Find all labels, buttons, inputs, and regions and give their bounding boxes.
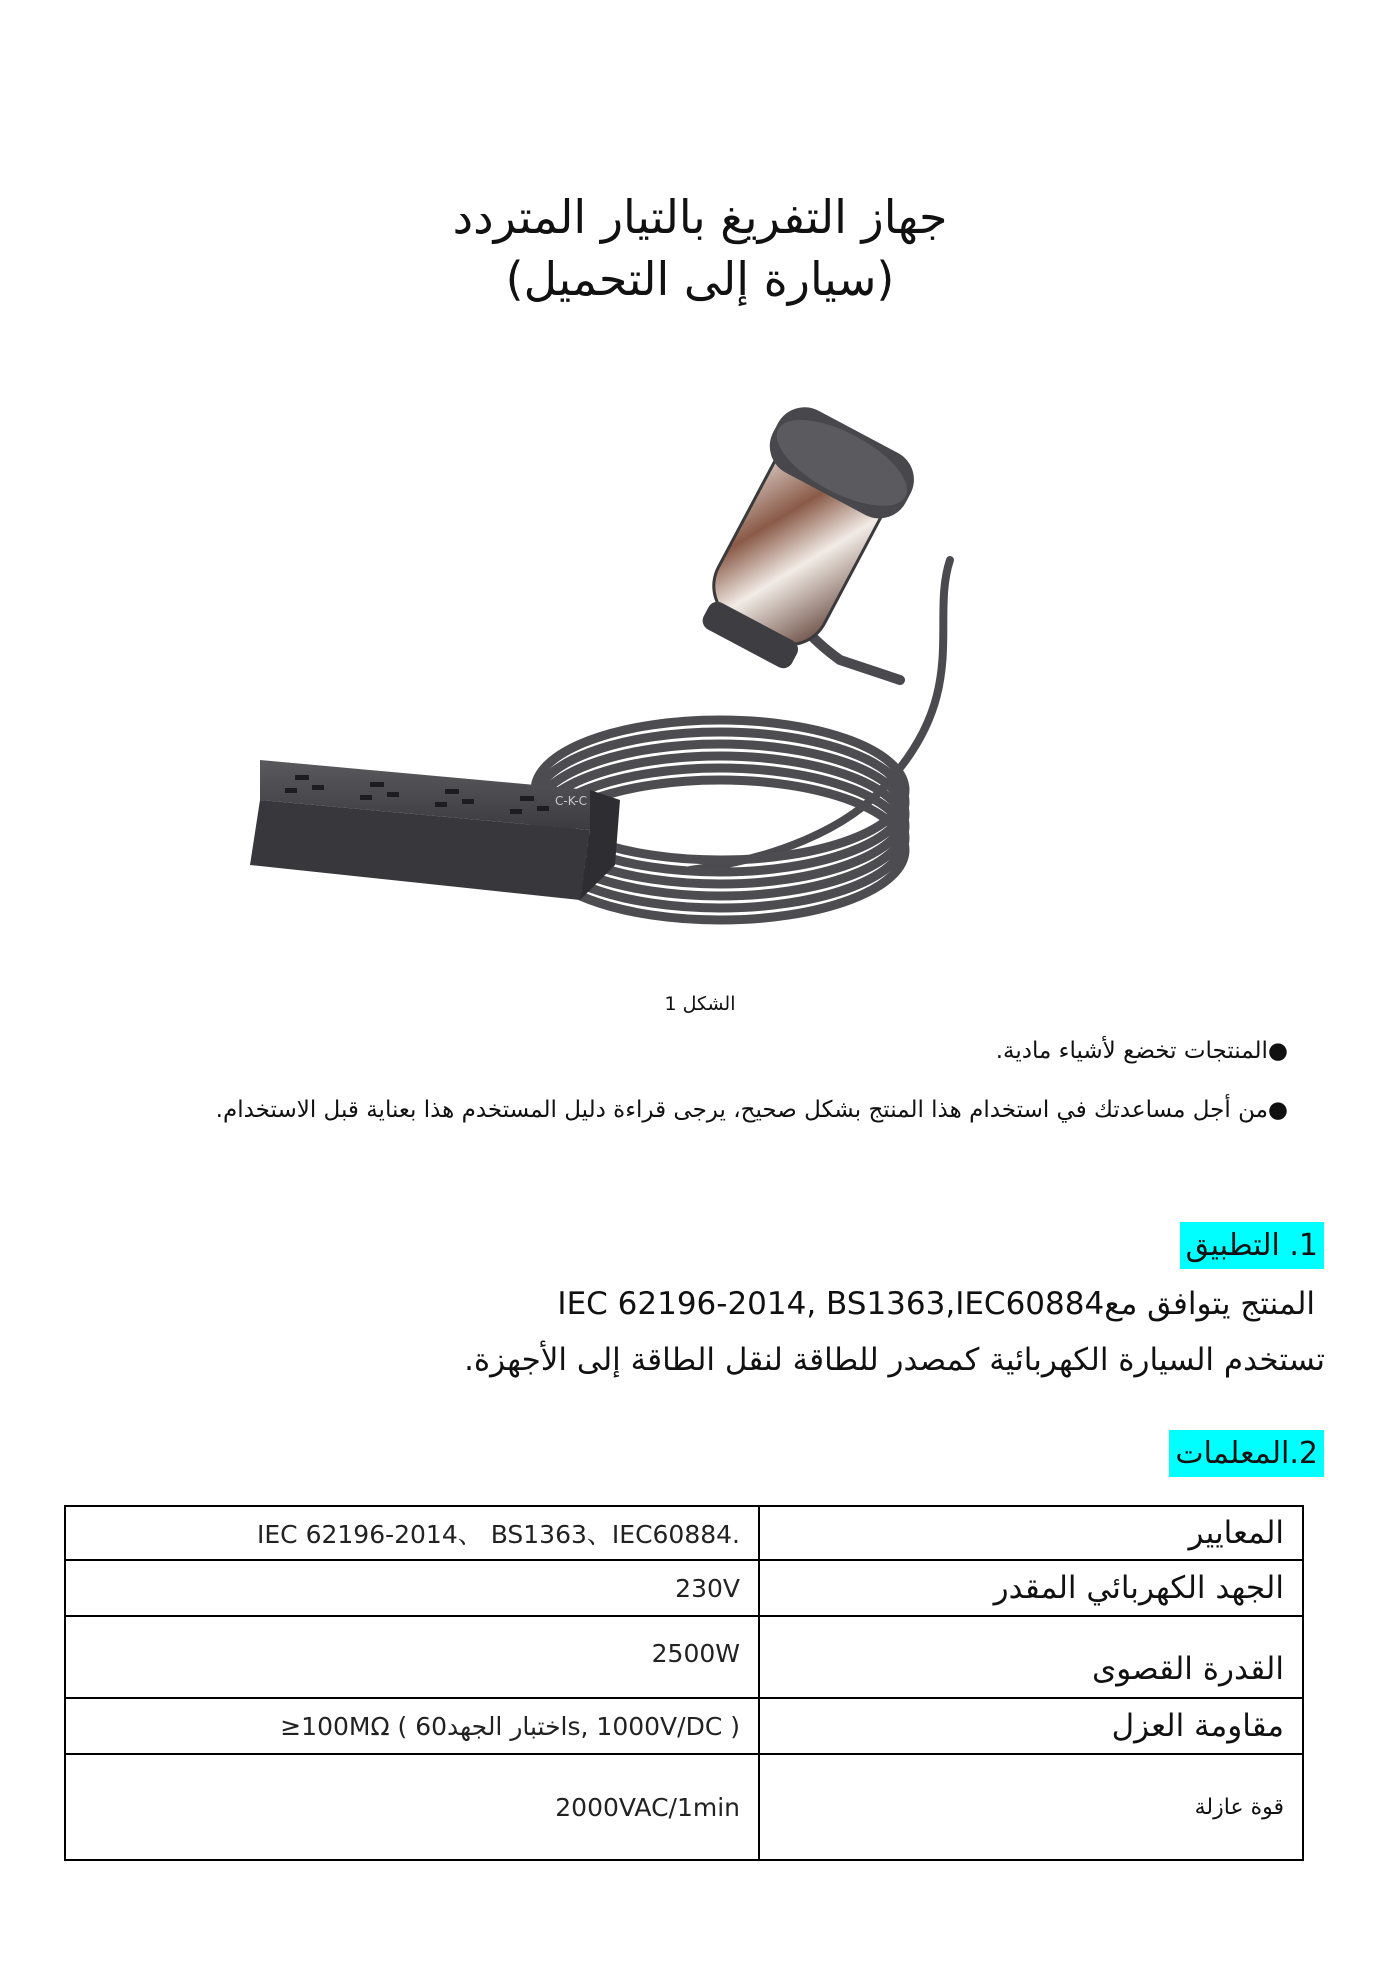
- table-row: [65, 1560, 1303, 1616]
- table-row: [65, 1698, 1303, 1754]
- table-cell-value: 230V: [65, 1560, 759, 1616]
- note-2: ●من أجل مساعدتك في استخدام هذا المنتج بشكل صحيح، يرجى قراءة دليل المستخدم هذا بعناية قبل الاستخدام.: [215, 1097, 1288, 1123]
- figure-caption: الشكل 1: [664, 993, 736, 1015]
- table-cell-label: مقاومة العزل: [759, 1698, 1303, 1754]
- table-row: [65, 1616, 1303, 1698]
- table-cell-value: 2000VAC/1min: [65, 1754, 759, 1860]
- table-cell-value: 2500W: [65, 1616, 759, 1698]
- application-line-2: تستخدم السيارة الكهربائية كمصدر للطاقة لنقل الطاقة إلى الأجهزة.: [464, 1342, 1325, 1378]
- document-title-line1: جهاز التفريغ بالتيار المتردد: [452, 190, 948, 244]
- table-cell-label: الجهد الكهربائي المقدر: [759, 1560, 1303, 1616]
- brand-mark: C-K-C: [555, 794, 588, 808]
- table-cell-label: قوة عازلة: [759, 1754, 1303, 1860]
- product-image: [250, 360, 1010, 950]
- note-1: ●المنتجات تخضع لأشياء مادية.: [995, 1038, 1288, 1064]
- document-title-line2: (سيارة إلى التحميل): [505, 252, 895, 306]
- table-cell-label: المعايير: [759, 1506, 1303, 1560]
- table-row: [65, 1754, 1303, 1860]
- table-cell-label: القدرة القصوى: [759, 1616, 1303, 1698]
- section-heading-parameters: 2.المعلمات: [1169, 1430, 1324, 1477]
- table-cell-value: ≥100MΩ ( اختبار الجهد60s, 1000V/DC ): [65, 1698, 759, 1754]
- application-line-1: المنتج يتوافق معIEC 62196-2014, BS1363,IEC60884: [557, 1286, 1315, 1322]
- parameters-table: [64, 1505, 1304, 1861]
- table-row: [65, 1506, 1303, 1560]
- table-cell-value: IEC 62196-2014、 BS1363、IEC60884.: [65, 1506, 759, 1560]
- section-heading-application: 1. التطبيق: [1180, 1222, 1324, 1269]
